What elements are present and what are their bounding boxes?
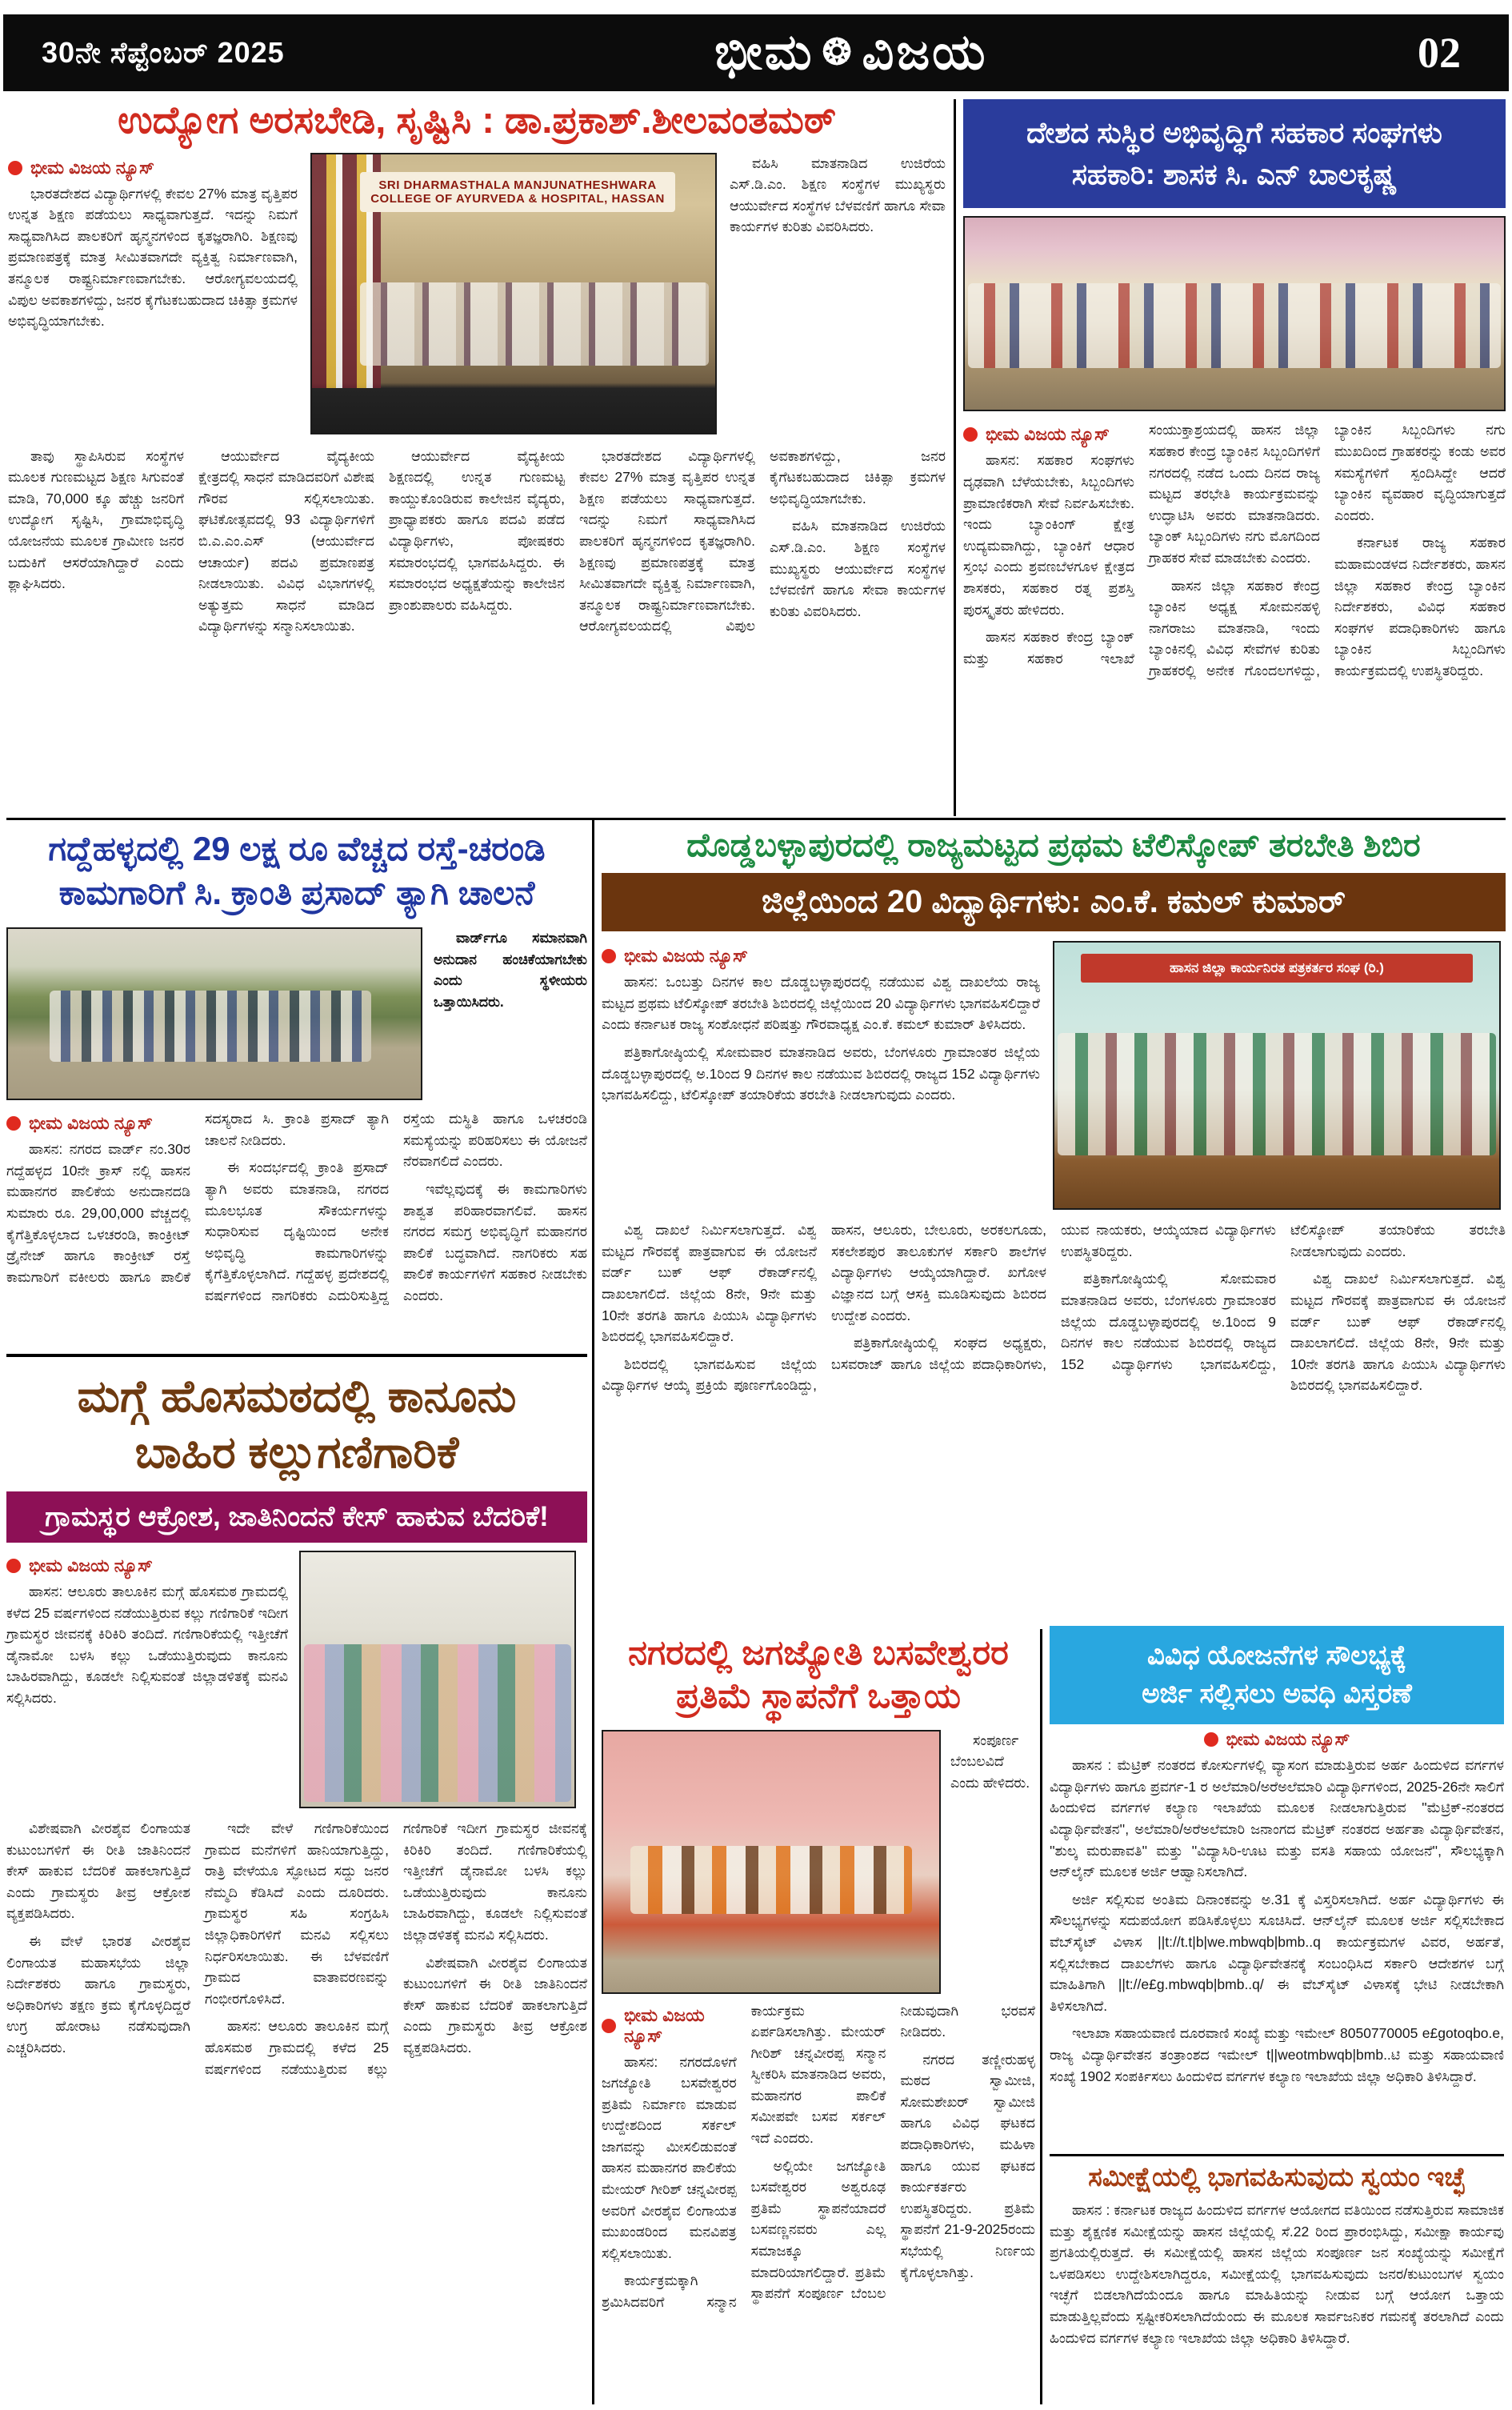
photo-banner-text [360,172,674,212]
paragraph: ಹಾಸನ: ನಗರದೊಳಗೆ ಜಗಜ್ಯೋತಿ ಬಸವೇಶ್ವರರ ಪ್ರತಿಮೆ ನಿರ್ಮಾಣ ಮಾಡುವ ಉದ್ದೇಶದಿಂದ ಸರ್ಕಲ್ ಜಾಗವನ್ನು ಮೀಸಲಿಡುವಂತೆ ಹಾಸನ ಮಹಾನಗರ ಪಾಲಿಕೆಯ ಮೇಯರ್ ಗೀರಿಶ್ ಚನ್ನವೀರಪ್ಪ ಅವರಿಗೆ ವೀರಶೈವ ಲಿಂಗಾಯತ ಮುಖಂಡರಿಂದ ಮನವಿಪತ್ರ ಸಲ್ಲಿಸಲಾಯಿತು. [602,2053,737,2261]
paragraph: ಹಾಸನ: ಸಹಕಾರ ಸಂಘಗಳು ದೃಢವಾಗಿ ಬೆಳೆಯಬೇಕು, ಸಿಬ್ಬಂದಿಗಳು ಪ್ರಾಮಾಣಿಕರಾಗಿ ಸೇವೆ ನಿರ್ವಹಿಸಬೇಕು. ಇಂದು ಬ್ಯಾಂಕಿಂಗ್ ಕ್ಷೇತ್ರ ಉದ್ಯಮವಾಗಿದ್ದು, ಬ್ಯಾಂಕಿಗೆ ಆಧಾರ ಸ್ತಂಭ ಎಂದು ಶ್ರವಣಬೆಳಗೂಳ ಕ್ಷೇತ್ರದ ಶಾಸಕರು, ಸಹಕಾರ ರತ್ನ ಪ್ರಶಸ್ತಿ ಪುರಸ್ಕೃತರು ಹೇಳಿದರು. [963,452,1134,618]
masthead [3,14,1509,91]
headline-line1: ಗದ್ದೆಹಳ್ಳದಲ್ಲಿ 29 ಲಕ್ಷ ರೂ ವೆಚ್ಚದ ರಸ್ತೆ-ಚರಂಡಿ [48,830,546,867]
byline [6,1113,190,1134]
paragraph: ಹಾಸನ : ಮೆಟ್ರಿಕ್ ನಂತರದ ಕೋರ್ಸುಗಳಲ್ಲಿ ವ್ಯಾಸಂಗ ಮಾಡುತ್ತಿರುವ ಅರ್ಹ ಹಿಂದುಳಿದ ವರ್ಗಗಳ ವಿದ್ಯಾರ್ಥಿಗಳು ಹಾಗೂ ಪ್ರವರ್ಗ-1 ರ ಅಲೆಮಾರಿ/ಅರೆಅಲೆಮಾರಿ ವಿದ್ಯಾರ್ಥಿಗಳಿಂದ, 2025-26ನೇ ಸಾಲಿಗೆ ಹಿಂದುಳಿದ ವರ್ಗಗಳ ಕಲ್ಯಾಣ ಇಲಾಖೆಯ ಮೂಲಕ ನೀಡಲಾಗುತ್ತಿರುವ ''ಮೆಟ್ರಿಕ್-ನಂತರದ ವಿದ್ಯಾರ್ಥಿವೇತನ'', ಅಲೆಮಾರಿ/ಅರೆಅಲೆಮಾರಿ ಜನಾಂಗದ ಮೆಟ್ರಿಕ್ ನಂತರದ ಅರ್ಹತಾ ವಿದ್ಯಾರ್ಥಿವೇತನ, ''ಶುಲ್ಕ ಮರುಪಾವತಿ'' ಮತ್ತು ''ವಿದ್ಯಾಸಿರಿ-ಊಟ ಮತ್ತು ವಸತಿ ಸಹಾಯ ಯೋಜನೆ'', ಸೌಲಭ್ಯಕ್ಕಾಗಿ ಆನ್‌ಲೈನ್ ಮೂಲಕ ಅರ್ಜಿ ಆಹ್ವಾನಿಸಲಾಗಿದೆ. [1050,1757,1504,1880]
paragraph: ತಾವು ಸ್ಥಾಪಿಸಿರುವ ಸಂಸ್ಥೆಗಳ ಮೂಲಕ ಗುಣಮಟ್ಟದ ಶಿಕ್ಷಣ ಸಿಗುವಂತೆ ಮಾಡಿ, 70,000 ಕ್ಕೂ ಹೆಚ್ಚು ಜನರಿಗೆ ಉದ್ಯೋಗ ಸೃಷ್ಟಿಸಿ, ಗ್ರಾಮಾಭಿವೃದ್ಧಿ ಯೋಜನೆಯ ಮೂಲಕ ಗ್ರಾಮೀಣ ಜನರ ಬದುಕಿಗೆ ಆಸರೆಯಾಗಿದ್ದಾರೆ ಎಂದು ಶ್ಲಾಘಿಸಿದರು. [8,447,184,592]
byline-label: ಭೀಮ ವಿಜಯ ನ್ಯೂಸ್ [986,424,1110,445]
photo-banner-text: ಹಾಸನ ಜಿಲ್ಲಾ ಕಾರ್ಯನಿರತ ಪತ್ರಕರ್ತರ ಸಂಘ (ರಿ.) [1081,954,1472,983]
paragraph: ವಿಶೇಷವಾಗಿ ವೀರಶೈವ ಲಿಂಗಾಯತ ಕುಟುಂಬಗಳಿಗೆ ಈ ರೀತಿ ಜಾತಿನಿಂದನೆ ಕೇಸ್ ಹಾಕುವ ಬೆದರಿಕೆ ಹಾಕಲಾಗುತ್ತಿದೆ ಎಂದು ಗ್ರಾಮಸ್ಥರು ತೀವ್ರ ಆಕ್ರೋಶ ವ್ಯಕ್ತಪಡಿಸಿದರು. [6,1820,190,1922]
byline-label: ಭೀಮ ವಿಜಯ ನ್ಯೂಸ್ [1226,1729,1350,1750]
photo-people [630,1846,913,1914]
paragraph: ಅಲ್ಲಿಯೇ ಜಗಜ್ಯೋತಿ ಬಸವೇಶ್ವರರ ಅಶ್ವರೂಢ ಪ್ರತಿಮೆ ಸ್ಥಾಪನೆಯಾದರೆ ಬಸವಣ್ಣನವರು ಎಲ್ಲ ಸಮಾಜಕ್ಕೂ ಮಾದರಿಯಾಗಲಿದ್ದಾರೆ. ಪ್ರತಿಮೆ ಸ್ಥಾಪನೆಗೆ ಸಂಪೂರ್ಣ ಬೆಂಬಲ ನೀಡುವುದಾಗಿ ಭರವಸೆ ನೀಡಿದರು. [750,2002,1035,2302]
article-road-col-right [434,927,587,1100]
photo-people [1058,1033,1496,1155]
paragraph: ಕಾರ್ಯಕ್ರಮಕ್ಕಾಗಿ ಶ್ರಮಿಸಿದವರಿಗೆ ಸನ್ಮಾನ ಕಾರ್ಯಕ್ರಮ ಏರ್ಪಡಿಸಲಾಗಿತ್ತು. ಮೇಯರ್ ಗೀರಿಶ್ ಚನ್ನವೀರಪ್ಪ ಸನ್ಮಾನ ಸ್ವೀಕರಿಸಿ ಮಾತನಾಡಿದ ಅವರು, ಮಹಾನಗರ ಪಾಲಿಕೆ ಸಮೀಪವೇ ಬಸವ ಸರ್ಕಲ್ ಇದೆ ಎಂದರು. [602,2002,886,2311]
article-statue-col-right [950,1730,1035,1994]
paragraph: ಹಾಸನ : ಕರ್ನಾಟಕ ರಾಜ್ಯದ ಹಿಂದುಳಿದ ವರ್ಗಗಳ ಆಯೋಗದ ವತಿಯಿಂದ ನಡೆಸುತ್ತಿರುವ ಸಾಮಾಜಿಕ ಮತ್ತು ಶೈಕ್ಷಣಿಕ ಸಮೀಕ್ಷೆಯನ್ನು ಹಾಸನ ಜಿಲ್ಲೆಯಲ್ಲಿ ಸೆ.22 ರಿಂದ ಪ್ರಾರಂಭಿಸಿದ್ದು, ಸಮೀಕ್ಷಾ ಕಾರ್ಯವು ಪ್ರಗತಿಯಲ್ಲಿರುತ್ತದೆ. ಈ ಸಮೀಕ್ಷೆಯಲ್ಲಿ ಹಾಸನ ಜಿಲ್ಲೆಯ ಸಂಪೂರ್ಣ ಜನ ಸಂಖ್ಯೆಯನ್ನು ಸಮೀಕ್ಷೆಗೆ ಒಳಪಡಿಸಲು ಉದ್ದೇಶಿಸಲಾಗಿದ್ದರೂ, ಸಮೀಕ್ಷೆಯಲ್ಲಿ ಭಾಗವಹಿಸುವುದು ಜನರ/ಕುಟುಂಬಗಳ ಸ್ವಯಂ ಇಚ್ಛೆಗೆ ಬಿಡಲಾಗಿದೆಯೆಂದೂ ಹಾಗೂ ಮಾಹಿತಿಯನ್ನು ನೀಡುವ ಬಗ್ಗೆ ಆಯೋಗ ಒತ್ತಾಯ ಮಾಡುತ್ತಿಲ್ಲವೆಂದು ಸ್ಪಷ್ಟೀಕರಿಸಲಾಗಿದೆಯೆಂದು ಈ ಮೂಲಕ ಸಾರ್ವಜನಿಕರ ಗಮನಕ್ಕೆ ತರಲಾಗಿದೆ ಎಂದು ಹಿಂದುಳಿದ ವರ್ಗಗಳ ಕಲ್ಯಾಣ ಇಲಾಖೆಯ ಜಿಲ್ಲಾ ಅಧಿಕಾರಿ ತಿಳಿಸಿದ್ದಾರೆ. [1050,2202,1504,2346]
photo-banner-line1: SRI DHARMASTHALA MANJUNATHESHWARA [378,178,657,192]
byline [6,1555,288,1576]
article-statue-columns [602,2000,1035,2368]
paragraph: ಇಲಾಖಾ ಸಹಾಯವಾಣಿ ದೂರವಾಣಿ ಸಂಖ್ಯೆ ಮತ್ತು ಇಮೇಲ್ 8050770005 e£gotoqbo.e, ರಾಜ್ಯ ವಿದ್ಯಾರ್ಥಿವೇತನ ತಂತ್ರಾಂಶದ ಇಮೇಲ್ t||weotmbwqb|bmb..ಟಿ ಮತ್ತು ಸಹಾಯವಾಣಿ ಸಂಖ್ಯೆ 1902 ಸಂಪರ್ಕಿಸಲು ಹಿಂದುಳಿದ ವರ್ಗಗಳ ಕಲ್ಯಾಣ ಇಲಾಖೆಯ ಜಿಲ್ಲಾ ಅಧಿಕಾರಿ ತಿಳಿಸಿದ್ದಾರೆ. [1050,2025,1504,2084]
byline [8,158,298,178]
article-schemes-body [1050,1755,1504,2099]
photo-people [50,991,372,1062]
byline [602,2005,737,2047]
paragraph: ವಹಿಸಿ ಮಾತನಾಡಿದ ಉಜಿರೆಯ ಎಸ್.ಡಿ.ಎಂ. ಶಿಕ್ಷಣ ಸಂಸ್ಥೆಗಳ ಮುಖ್ಯಸ್ಥರು ಆಯುರ್ವೇದ ಸಂಸ್ಥೆಗಳ ಬೆಳವಣಿಗೆ ಹಾಗೂ ಸೇವಾ ಕಾರ್ಯಗಳ ಕುರಿತು ವಿವರಿಸಿದರು. [770,518,946,619]
paragraph: ಆಯುರ್ವೇದ ವೈದ್ಯಕೀಯ ಕ್ಷೇತ್ರದಲ್ಲಿ ಸಾಧನೆ ಮಾಡಿದವರಿಗೆ ವಿಶೇಷ ಗೌರವ ಸಲ್ಲಿಸಲಾಯಿತು. ಘಟಿಕೋತ್ಸವದಲ್ಲಿ 93 ವಿದ್ಯಾರ್ಥಿಗಳಿಗೆ ಬಿ.ಎ.ಎಂ.ಎಸ್ (ಆಯುರ್ವೇದ ಆಚಾರ್ಯ) ಪದವಿ ಪ್ರಮಾಣಪತ್ರ ನೀಡಲಾಯಿತು. ವಿವಿಧ ವಿಭಾಗಗಳಲ್ಲಿ ಅತ್ಯುತ್ತಮ ಸಾಧನೆ ಮಾಡಿದ ವಿದ್ಯಾರ್ಥಿಗಳನ್ನು ಸನ್ಮಾನಿಸಲಾಯಿತು. [198,447,374,635]
vertical-divider [1040,1629,1042,2404]
article-telescope-banner: ಜಿಲ್ಲೆಯಿಂದ 20 ವಿದ್ಯಾರ್ಥಿಗಳು: ಎಂ.ಕೆ. ಕಮಲ್ ಕುಮಾರ್ [602,873,1506,931]
paragraph: ಭಾರತದೇಶದ ವಿದ್ಯಾರ್ಥಿಗಳಲ್ಲಿ ಕೇವಲ 27% ಮಾತ್ರ ವೃತ್ತಿಪರ ಉನ್ನತ ಶಿಕ್ಷಣ ಪಡೆಯಲು ಸಾಧ್ಯವಾಗುತ್ತದೆ. ಇದನ್ನು ನಿಮಗೆ ಸಾಧ್ಯವಾಗಿಸಿದ ಪಾಲಕರಿಗೆ ಹೃನ್ಮನಗಳಿಂದ ಕೃತಜ್ಞರಾಗಿರಿ. ಶಿಕ್ಷಣವು ಪ್ರಮಾಣಪತ್ರಕ್ಕೆ ಮಾತ್ರ ಸೀಮಿತವಾಗದೇ ವ್ಯಕ್ತಿತ್ವ ನಿರ್ಮಾಣವಾಗಿ, ತನ್ಮೂಲಕ ರಾಷ್ಟ್ರನಿರ್ಮಾಣವಾಗಬೇಕು. ಆರೋಗ್ಯವಲಯದಲ್ಲಿ ವಿಪುಲ ಅವಕಾಶಗಳಿದ್ದು, ಜನರ ಕೈಗೆಟಕಬಹುದಾದ ಚಿಕಿತ್ಸಾ ಕ್ರಮಗಳ ಅಭಿವೃದ್ಧಿಯಾಗಬೇಕು. [579,447,946,635]
paragraph: ಪತ್ರಿಕಾಗೋಷ್ಠಿಯಲ್ಲಿ ಸೋಮವಾರ ಮಾತನಾಡಿದ ಅವರು, ಬೆಂಗಳೂರು ಗ್ರಾಮಾಂತರ ಜಿಲ್ಲೆಯ ದೊಡ್ಡಬಳ್ಳಾಪುರದಲ್ಲಿ ಅ.1ರಿಂದ 9 ದಿನಗಳ ಕಾಲ ನಡೆಯುವ ಶಿಬಿರದಲ್ಲಿ ರಾಜ್ಯದ 152 ವಿದ್ಯಾರ್ಥಿಗಳು ಭಾಗವಹಿಸಲಿದ್ದು, ಟೆಲಿಸ್ಕೋಪ್ ತಯಾರಿಕೆಯ ತರಬೇತಿ ನೀಡಲಾಗುವುದು ಎಂದರು. [1061,1222,1506,1372]
article-quarry-headline [6,1368,587,1480]
byline-label: ಭೀಮ ವಿಜಯ ನ್ಯೂಸ್ [29,1113,153,1134]
paragraph: ಈ ವೇಳೆ ಭಾರತ ವೀರಶೈವ ಲಿಂಗಾಯತ ಮಹಾಸಭೆಯ ಜಿಲ್ಲಾ ನಿರ್ದೇಶಕರು ಹಾಗೂ ಗ್ರಾಮಸ್ಥರು, ಅಧಿಕಾರಿಗಳು ತಕ್ಷಣ ಕ್ರಮ ಕೈಗೊಳ್ಳದಿದ್ದರೆ ಉಗ್ರ ಹೋರಾಟ ನಡೆಸುವುದಾಗಿ ಎಚ್ಚರಿಸಿದರು. [6,1932,190,2056]
article-quarry-subhead: ಗ್ರಾಮಸ್ಥರ ಆಕ್ರೋಶ, ಜಾತಿನಿಂದನೆ ಕೇಸ್ ಹಾಕುವ ಬೆದರಿಕೆ! [6,1491,587,1543]
headline-line2: ಪ್ರತಿಮೆ ಸ್ಥಾಪನೆಗೆ ಒತ್ತಾಯ [676,1676,961,1715]
article-telescope-col-left [602,941,1040,1210]
photo-graduation-ceremony [310,153,717,434]
article-road-columns [6,1108,587,1308]
article-telescope-columns [602,1219,1506,1555]
byline [1050,1729,1504,1750]
article-schemes-headline [1050,1626,1504,1724]
photo-road-inauguration [6,927,422,1100]
article-telescope [602,826,1506,1555]
article-coop [963,99,1506,786]
article-statue-headline [602,1632,1035,1719]
article-road-headline [6,827,587,915]
paragraph: ಆಯುರ್ವೇದ ವೈದ್ಯಕೀಯ ಶಿಕ್ಷಣದಲ್ಲಿ ಉನ್ನತ ಗುಣಮಟ್ಟ ಕಾಯ್ದುಕೊಂಡಿರುವ ಕಾಲೇಜಿನ ವೈದ್ಯರು, ಪ್ರಾಧ್ಯಾಪಕರು ಹಾಗೂ ಪದವಿ ಪಡೆದ ವಿದ್ಯಾರ್ಥಿಗಳು, ಪೋಷಕರು ಸಮಾರಂಭದಲ್ಲಿ ಭಾಗವಹಿಸಿದ್ದರು. ಈ ಸಮಾರಂಭದ ಅಧ್ಯಕ್ಷತೆಯನ್ನು ಕಾಲೇಜಿನ ಪ್ರಾಂಶುಪಾಲರು ವಹಿಸಿದ್ದರು. [389,447,565,613]
horizontal-divider [6,1354,587,1357]
paragraph: ಹಾಸನ: ನಗರದ ವಾರ್ಡ್ ನಂ.30ರ ಗದ್ದೆಹಳ್ಳದ 10ನೇ ಕ್ರಾಸ್ ನಲ್ಲಿ ಹಾಸನ ಮಹಾನಗರ ಪಾಲಿಕೆಯ ಅನುದಾನದಡಿ ಸುಮಾರು ರೂ. 29,00,000 ವೆಚ್ಚದಲ್ಲಿ ಕೈಗೆತ್ತಿಕೊಳ್ಳಲಾದ ಒಳಚರಂಡಿ, ಕಾಂಕ್ರೀಟ್ ಡ್ರೈನೇಜ್ ಹಾಗೂ ಕಾಂಕ್ರೀಟ್ ರಸ್ತೆ ಕಾಮಗಾರಿಗೆ ವಕೀಲರು ಹಾಗೂ ಪಾಲಿಕೆ ಸದಸ್ಯರಾದ ಸಿ. ಕ್ರಾಂತಿ ಪ್ರಸಾದ್ ತ್ಯಾಗಿ ಚಾಲನೆ ನೀಡಿದರು. [6,1111,389,1285]
byline-label: ಭೀಮ ವಿಜಯ ನ್ಯೂಸ್ [624,2004,705,2046]
headline-line2: ಬಾಹಿರ ಕಲ್ಲುಗಣಿಗಾರಿಕೆ [134,1427,459,1477]
paper-title-right: ವಿಜಯ [862,25,988,80]
photo-banner-line2: COLLEGE OF AYURVEDA & HOSPITAL, HASSAN [370,191,665,206]
byline-dot-icon [602,949,616,963]
byline-label: ಭೀಮ ವಿಜಯ ನ್ಯೂಸ್ [30,157,154,178]
article-road [6,827,587,1308]
paragraph: ವಿಶ್ವ ದಾಖಲೆ ನಿರ್ಮಿಸಲಾಗುತ್ತದೆ. ವಿಶ್ವ ಮಟ್ಟದ ಗೌರವಕ್ಕೆ ಪಾತ್ರವಾಗುವ ಈ ಯೋಜನೆ ವರ್ಡ್ ಬುಕ್ ಆಫ್ ರೆಕಾರ್ಡ್‌ನಲ್ಲಿ ದಾಖಲಾಗಲಿದೆ. ಜಿಲ್ಲೆಯ 8ನೇ, 9ನೇ ಮತ್ತು 10ನೇ ತರಗತಿ ಹಾಗೂ ಪಿಯುಸಿ ವಿದ್ಯಾರ್ಥಿಗಳು ಶಿಬಿರದಲ್ಲಿ ಭಾಗವಹಿಸಲಿದ್ದಾರೆ. [602,1222,817,1345]
paragraph: ಅರ್ಜಿ ಸಲ್ಲಿಸುವ ಅಂತಿಮ ದಿನಾಂಕವನ್ನು ಅ.31 ಕ್ಕೆ ವಿಸ್ತರಿಸಲಾಗಿದೆ. ಅರ್ಹ ವಿದ್ಯಾರ್ಥಿಗಳು ಈ ಸೌಲಭ್ಯಗಳನ್ನು ಸದುಪಯೋಗ ಪಡಿಸಿಕೊಳ್ಳಲು ಸೂಚಿಸಿದೆ. ಆನ್‌ಲೈನ್ ಮೂಲಕ ಅರ್ಜಿ ಸಲ್ಲಿಸಬೇಕಾದ ವೆಬ್‌ಸೈಟ್ ವಿಳಾಸ ||t://t.t|b|we.mbwqb|bmb..q ಕಾರ್ಯಕ್ರಮಗಳ ವಿವರ, ಅರ್ಹತೆ, ಸಲ್ಲಿಸಬೇಕಾದ ದಾಖಲೆಗಳು ಹಾಗೂ ವಿದ್ಯಾರ್ಥಿವೇತನಕ್ಕೆ ಸಂಬಂಧಿಸಿದ ಸರ್ಕಾರಿ ಆದೇಶಗಳ ಬಗ್ಗೆ ಮಾಹಿತಿಗಾಗಿ ||t://e£g.mbwqb|bmb..q/ ಈ ವೆಬ್‌ಸೈಟ್ ವಿಳಾಸಕ್ಕೆ ಭೇಟಿ ನೀಡಬೇಕಾಗಿ ತಿಳಿಸಲಾಗಿದೆ. [1050,1891,1504,2014]
photo-crowd [360,282,709,366]
paragraph: ನಗರದ ತಣ್ಣೀರುಹಳ್ಳ ಮಠದ ಸ್ವಾಮೀಜಿ, ಸೋಮಶೇಖರ್ ಸ್ವಾಮೀಜಿ ಹಾಗೂ ವಿವಿಧ ಘಟಕದ ಪದಾಧಿಕಾರಿಗಳು, ಮಹಿಳಾ ಹಾಗೂ ಯುವ ಘಟಕದ ಕಾರ್ಯಕರ್ತರು ಉಪಸ್ಥಿತರಿದ್ದರು. ಪ್ರತಿಮೆ ಸ್ಥಾಪನೆಗೆ 21-9-2025ರಂದು ಸಭೆಯಲ್ಲಿ ನಿರ್ಣಯ ಕೈಗೊಳ್ಳಲಾಗಿತ್ತು. [900,2051,1035,2280]
horizontal-divider [1050,2154,1504,2156]
photo-press-conference [1053,941,1501,1210]
side-note: ವಾರ್ಡ್‌ಗೂ ಸಮಾನವಾಗಿ ಅನುದಾನ ಹಂಚಿಕೆಯಾಗಬೇಕು ಎಂದು ಸ್ಥಳೀಯರು ಒತ್ತಾಯಿಸಿದರು. [434,930,587,1010]
article-quarry-columns [6,1818,587,2362]
headline-line2: ಅರ್ಜಿ ಸಲ್ಲಿಸಲು ಅವಧಿ ವಿಸ್ತರಣೆ [1142,1678,1412,1709]
article-survey-headline: ಸಮೀಕ್ಷೆಯಲ್ಲಿ ಭಾಗವಹಿಸುವುದು ಸ್ವಯಂ ಇಚ್ಛೆ [1088,2162,1466,2192]
article-coop-headline [963,99,1506,208]
article-jobs [8,99,946,814]
byline-label: ಭೀಮ ವಿಜಯ ನ್ಯೂಸ್ [29,1555,153,1575]
byline-dot-icon [6,1116,21,1131]
article-quarry [6,1362,587,2362]
paragraph: ಕರ್ನಾಟಕ ರಾಜ್ಯ ಸಹಕಾರ ಮಹಾಮಂಡಳದ ನಿರ್ದೇಶಕರು, ಹಾಸನ ಜಿಲ್ಲಾ ಸಹಕಾರ ಕೇಂದ್ರ ಬ್ಯಾಂಕಿನ ನಿರ್ದೇಶಕರು, ವಿವಿಧ ಸಹಕಾರ ಸಂಘಗಳ ಪದಾಧಿಕಾರಿಗಳು ಹಾಗೂ ಬ್ಯಾಂಕಿನ ಸಿಬ್ಬಂದಿಗಳು ಕಾರ್ಯಕ್ರಮದಲ್ಲಿ ಉಪಸ್ಥಿತರಿದ್ದರು. [1334,534,1506,679]
paragraph: ಹಾಸನ ಸಹಕಾರ ಕೇಂದ್ರ ಬ್ಯಾಂಕ್ ಮತ್ತು ಸಹಕಾರ ಇಲಾಖೆ ಸಂಯುಕ್ತಾಶ್ರಯದಲ್ಲಿ ಹಾಸನ ಜಿಲ್ಲಾ ಸಹಕಾರ ಕೇಂದ್ರ ಬ್ಯಾಂಕಿನ ಸಿಬ್ಬಂದಿಗಳಿಗೆ ನಗರದಲ್ಲಿ ನಡೆದ ಒಂದು ದಿನದ ರಾಜ್ಯ ಮಟ್ಟದ ತರಭೇತಿ ಕಾರ್ಯಕ್ರಮವನ್ನು ಉದ್ಘಾಟಿಸಿ ಅವರು ಮಾತನಾಡಿದರು. ಬ್ಯಾಂಕ್ ಸಿಬ್ಬಂದಿಗಳು ನಗು ಮೊಗದಿಂದ ಗ್ರಾಹಕರ ಸೇವೆ ಮಾಡಬೇಕು ಎಂದರು. [963,422,1320,667]
vertical-divider [592,818,594,2404]
photo-people [304,1644,571,1802]
article-coop-columns [963,419,1506,786]
byline [963,424,1134,445]
headline-line2: ಸಹಕಾರಿ: ಶಾಸಕ ಸಿ. ಎನ್ ಬಾಲಕೃಷ್ಣ [1071,158,1398,191]
headline-line2: ಕಾಮಗಾರಿಗೆ ಸಿ. ಕ್ರಾಂತಿ ಪ್ರಸಾದ್ ತ್ಯಾಗಿ ಚಾಲನೆ [58,873,535,911]
chakra-wheel-icon: ❂ [822,33,854,72]
byline-label: ಭೀಮ ವಿಜಯ ನ್ಯೂಸ್ [624,946,748,967]
paragraph: ಪತ್ರಿಕಾಗೋಷ್ಠಿಯಲ್ಲಿ ಸೋಮವಾರ ಮಾತನಾಡಿದ ಅವರು, ಬೆಂಗಳೂರು ಗ್ರಾಮಾಂತರ ಜಿಲ್ಲೆಯ ದೊಡ್ಡಬಳ್ಳಾಪುರದಲ್ಲಿ ಅ.1ರಿಂದ 9 ದಿನಗಳ ಕಾಲ ನಡೆಯುವ ಶಿಬಿರದಲ್ಲಿ ರಾಜ್ಯದ 152 ವಿದ್ಯಾರ್ಥಿಗಳು ಭಾಗವಹಿಸಲಿದ್ದು, ಟೆಲಿಸ್ಕೋಪ್ ತಯಾರಿಕೆಯ ತರಬೇತಿ ನೀಡಲಾಗುವುದು ಎಂದರು. [602,1043,1040,1103]
photo-coop-event [963,216,1506,411]
paragraph: ವಹಿಸಿ ಮಾತನಾಡಿದ ಉಜಿರೆಯ ಎಸ್.ಡಿ.ಎಂ. ಶಿಕ್ಷಣ ಸಂಸ್ಥೆಗಳ ಮುಖ್ಯಸ್ಥರು ಆಯುರ್ವೇದ ಸಂಸ್ಥೆಗಳ ಬೆಳವಣಿಗೆ ಹಾಗೂ ಸೇವಾ ಕಾರ್ಯಗಳ ಕುರಿತು ವಿವರಿಸಿದರು. [730,154,946,235]
headline-line1: ವಿವಿಧ ಯೋಜನೆಗಳ ಸೌಲಭ್ಯಕ್ಕೆ [1146,1640,1406,1671]
article-jobs-col-right [730,153,946,434]
article-telescope-headline: ದೊಡ್ಡಬಳ್ಳಾಪುರದಲ್ಲಿ ರಾಜ್ಯಮಟ್ಟದ ಪ್ರಥಮ ಟೆಲಿಸ್ಕೋಪ್ ತರಬೇತಿ ಶಿಬಿರ [686,827,1421,863]
article-jobs-col-left [8,153,298,434]
vertical-divider [954,99,956,816]
paragraph: ಹಾಸನ: ಆಲೂರು ತಾಲೂಕಿನ ಮಗ್ಗೆ ಹೊಸಮಠ ಗ್ರಾಮದಲ್ಲಿ ಕಳೆದ 25 ವರ್ಷಗಳಿಂದ ನಡೆಯುತ್ತಿರುವ ಕಲ್ಲು ಗಣಿಗಾರಿಕೆ ಇದೀಗ ಗ್ರಾಮಸ್ಥರ ಜೀವನಕ್ಕೆ ಕಿರಿಕಿರಿ ತಂದಿದೆ. ಗಣಿಗಾರಿಕೆಯಲ್ಲಿ ಇತ್ತೀಚೆಗೆ ಡೈನಾಮೋ ಬಳಸಿ ಕಲ್ಲು ಒಡೆಯುತ್ತಿರುವುದು ಕಾನೂನು ಬಾಹಿರವಾಗಿದ್ದು, ಕೂಡಲೇ ನಿಲ್ಲಿಸುವಂತೆ ಜಿಲ್ಲಾಡಳಿತಕ್ಕೆ ಮನವಿ ಸಲ್ಲಿಸಿದರು. [6,1583,288,1706]
byline-dot-icon [6,1559,21,1573]
byline-dot-icon [602,2019,616,2033]
paragraph: ಹಾಸನ ಜಿಲ್ಲಾ ಸಹಕಾರ ಕೇಂದ್ರ ಬ್ಯಾಂಕಿನ ಅಧ್ಯಕ್ಷ ಸೋಮನಹಳ್ಳಿ ನಾಗರಾಜು ಮಾತನಾಡಿ, ಇಂದು ಬ್ಯಾಂಕಿನಲ್ಲಿ ವಿವಿಧ ಸೇವೆಗಳ ಕುರಿತು ಗ್ರಾಹಕರಲ್ಲಿ ಅನೇಕ ಗೊಂದಲಗಳಿದ್ದು, ಬ್ಯಾಂಕಿನ ಸಿಬ್ಬಂದಿಗಳು ನಗು ಮುಖದಿಂದ ಗ್ರಾಹಕರನ್ನು ಕಂಡು ಅವರ ಸಮಸ್ಯೆಗಳಿಗೆ ಸ್ಪಂದಿಸಿದ್ದೇ ಆದರೆ ಬ್ಯಾಂಕಿನ ವ್ಯವಹಾರ ವೃದ್ಧಿಯಾಗುತ್ತದೆ ಎಂದರು. [1149,422,1506,679]
article-survey [1050,2162,1504,2400]
article-survey-body [1050,2200,1504,2400]
photo-people [968,283,1501,368]
article-quarry-col-left [6,1551,288,1808]
paragraph: ಈ ಸಂದರ್ಭದಲ್ಲಿ ಕ್ರಾಂತಿ ಪ್ರಸಾದ್ ತ್ಯಾಗಿ ಅವರು ಮಾತನಾಡಿ, ನಗರದ ಮೂಲಭೂತ ಸೌಕರ್ಯಗಳನ್ನು ಸುಧಾರಿಸುವ ದೃಷ್ಟಿಯಿಂದ ಅನೇಕ ಅಭಿವೃದ್ಧಿ ಕಾಮಗಾರಿಗಳನ್ನು ಕೈಗೆತ್ತಿಕೊಳ್ಳಲಾಗಿದೆ. ಗದ್ದೆಹಳ್ಳ ಪ್ರದೇಶದಲ್ಲಿ ವರ್ಷಗಳಿಂದ ನಾಗರಿಕರು ಎದುರಿಸುತ್ತಿದ್ದ ರಸ್ತೆಯ ದುಸ್ಥಿತಿ ಹಾಗೂ ಒಳಚರಂಡಿ ಸಮಸ್ಯೆಯನ್ನು ಪರಿಹರಿಸಲು ಈ ಯೋಜನೆ ನೆರವಾಗಲಿದೆ ಎಂದರು. [205,1111,587,1303]
byline [602,946,1040,967]
photo-statue-meeting [602,1730,941,1994]
byline-dot-icon [963,427,978,442]
byline-dot-icon [1204,1732,1218,1747]
paragraph: ಭಾರತದೇಶದ ವಿದ್ಯಾರ್ಥಿಗಳಲ್ಲಿ ಕೇವಲ 27% ಮಾತ್ರ ವೃತ್ತಿಪರ ಉನ್ನತ ಶಿಕ್ಷಣ ಪಡೆಯಲು ಸಾಧ್ಯವಾಗುತ್ತದೆ. ಇದನ್ನು ನಿಮಗೆ ಸಾಧ್ಯವಾಗಿಸಿದ ಪಾಲಕರಿಗೆ ಹೃನ್ಮನಗಳಿಂದ ಕೃತಜ್ಞರಾಗಿರಿ. ಶಿಕ್ಷಣವು ಪ್ರಮಾಣಪತ್ರಕ್ಕೆ ಮಾತ್ರ ಸೀಮಿತವಾಗದೇ ವ್ಯಕ್ತಿತ್ವ ನಿರ್ಮಾಣವಾಗಿ, ತನ್ಮೂಲಕ ರಾಷ್ಟ್ರನಿರ್ಮಾಣವಾಗಬೇಕು. ಆರೋಗ್ಯವಲಯದಲ್ಲಿ ವಿಪುಲ ಅವಕಾಶಗಳಿದ್ದು, ಜನರ ಕೈಗೆಟಕಬಹುದಾದ ಚಿಕಿತ್ಸಾ ಕ್ರಮಗಳ ಅಭಿವೃದ್ಧಿಯಾಗಬೇಕು. [8,185,298,330]
headline-line1: ನಗರದಲ್ಲಿ ಜಗಜ್ಯೋತಿ ಬಸವೇಶ್ವರರ [628,1634,1009,1672]
paragraph: ಹಾಸನ: ಆಲೂರು ತಾಲೂಕಿನ ಮಗ್ಗೆ ಹೊಸಮಠ ಗ್ರಾಮದಲ್ಲಿ ಕಳೆದ 25 ವರ್ಷಗಳಿಂದ ನಡೆಯುತ್ತಿರುವ ಕಲ್ಲು ಗಣಿಗಾರಿಕೆ ಇದೀಗ ಗ್ರಾಮಸ್ಥರ ಜೀವನಕ್ಕೆ ಕಿರಿಕಿರಿ ತಂದಿದೆ. ಗಣಿಗಾರಿಕೆಯಲ್ಲಿ ಇತ್ತೀಚೆಗೆ ಡೈನಾಮೋ ಬಳಸಿ ಕಲ್ಲು ಒಡೆಯುತ್ತಿರುವುದು ಕಾನೂನು ಬಾಹಿರವಾಗಿದ್ದು, ಕೂಡಲೇ ನಿಲ್ಲಿಸುವಂತೆ ಜಿಲ್ಲಾಡಳಿತಕ್ಕೆ ಮನವಿ ಸಲ್ಲಿಸಿದರು. [205,1820,587,2077]
paper-title-left: ಭೀಮ [714,25,814,80]
article-statue [602,1632,1035,2368]
article-jobs-columns [8,446,946,814]
article-jobs-headline: ಉದ್ಯೋಗ ಅರಸಬೇಡಿ, ಸೃಷ್ಟಿಸಿ : ಡಾ.ಪ್ರಕಾಶ್.ಶೀಲವಂತಮಠ್ [118,98,836,141]
headline-line1: ದೇಶದ ಸುಸ್ಥಿರ ಅಭಿವೃದ್ಧಿಗೆ ಸಹಕಾರ ಸಂಘಗಳು [1026,116,1442,149]
paragraph: ಇವೆಲ್ಲವುದಕ್ಕೆ ಈ ಕಾಮಗಾರಿಗಳು ಶಾಶ್ವತ ಪರಿಹಾರವಾಗಲಿವೆ. ಹಾಸನ ನಗರದ ಸಮಗ್ರ ಅಭಿವೃದ್ಧಿಗೆ ಮಹಾನಗರ ಪಾಲಿಕೆ ಬದ್ಧವಾಗಿದೆ. ನಾಗರಿಕರು ಸಹ ಪಾಲಿಕೆ ಕಾರ್ಯಗಳಿಗೆ ಸಹಕಾರ ನೀಡಬೇಕು ಎಂದರು. [403,1180,587,1303]
paper-title [714,24,987,82]
paragraph: ಇದೇ ವೇಳೆ ಗಣಿಗಾರಿಕೆಯಿಂದ ಗ್ರಾಮದ ಮನೆಗಳಿಗೆ ಹಾನಿಯಾಗುತ್ತಿದ್ದು, ರಾತ್ರಿ ವೇಳೆಯೂ ಸ್ಫೋಟದ ಸದ್ದು ಜನರ ನೆಮ್ಮದಿ ಕೆಡಿಸಿದೆ ಎಂದು ದೂರಿದರು. ಗ್ರಾಮಸ್ಥರ ಸಹಿ ಸಂಗ್ರಹಿಸಿ ಜಿಲ್ಲಾಧಿಕಾರಿಗಳಿಗೆ ಮನವಿ ಸಲ್ಲಿಸಲು ನಿರ್ಧರಿಸಲಾಯಿತು. ಈ ಬೆಳವಣಿಗೆ ಗ್ರಾಮದ ವಾತಾವರಣವನ್ನು ಗಂಭೀರಗೊಳಿಸಿದೆ. [205,1820,389,2007]
headline-line1: ಮಗ್ಗೆ ಹೊಸಮಠದಲ್ಲಿ ಕಾನೂನು [77,1371,517,1421]
byline-dot-icon [8,161,22,175]
paragraph: ಸಂಪೂರ್ಣ ಬೆಂಬಲವಿದೆ ಎಂದು ಹೇಳಿದರು. [950,1731,1030,1791]
edition-date: 30ನೇ ಸೆಪ್ಟೆಂಬರ್ 2025 [42,35,285,69]
page-number: 02 [1417,29,1461,77]
horizontal-divider [6,818,1506,820]
paragraph: ಪತ್ರಿಕಾಗೋಷ್ಠಿಯಲ್ಲಿ ಸಂಘದ ಅಧ್ಯಕ್ಷರು, ಬಸವರಾಜ್ ಹಾಗೂ ಜಿಲ್ಲೆಯ ಪದಾಧಿಕಾರಿಗಳು, ಯುವ ನಾಯಕರು, ಆಯ್ಕೆಯಾದ ವಿದ್ಯಾರ್ಥಿಗಳು ಉಪಸ್ಥಿತರಿದ್ದರು. [831,1222,1276,1372]
photo-villagers-protest [299,1551,576,1808]
paragraph: ವಿಶೇಷವಾಗಿ ವೀರಶೈವ ಲಿಂಗಾಯತ ಕುಟುಂಬಗಳಿಗೆ ಈ ರೀತಿ ಜಾತಿನಿಂದನೆ ಕೇಸ್ ಹಾಕುವ ಬೆದರಿಕೆ ಹಾಕಲಾಗುತ್ತಿದೆ ಎಂದು ಗ್ರಾಮಸ್ಥರು ತೀವ್ರ ಆಕ್ರೋಶ ವ್ಯಕ್ತಪಡಿಸಿದರು. [403,1954,587,2056]
paragraph: ಹಾಸನ: ಒಂಬತ್ತು ದಿನಗಳ ಕಾಲ ದೊಡ್ಡಬಳ್ಳಾಪುರದಲ್ಲಿ ನಡೆಯುವ ವಿಶ್ವ ದಾಖಲೆಯ ರಾಜ್ಯ ಮಟ್ಟದ ಪ್ರಥಮ ಟೆಲಿಸ್ಕೋಪ್ ತರಬೇತಿ ಶಿಬಿರದಲ್ಲಿ ಜಿಲ್ಲೆಯಿಂದ 20 ವಿದ್ಯಾರ್ಥಿಗಳು ಭಾಗವಹಿಸಲಿದ್ದಾರೆ ಎಂದು ಕರ್ನಾಟಕ ರಾಜ್ಯ ಸಂಶೋಧನೆ ಪರಿಷತ್ತು ಗೌರವಾಧ್ಯಕ್ಷ ಎಂ.ಕೆ. ಕಮಲ್ ಕುಮಾರ್ ತಿಳಿಸಿದರು. [602,974,1040,1033]
paragraph: ವಿಶ್ವ ದಾಖಲೆ ನಿರ್ಮಿಸಲಾಗುತ್ತದೆ. ವಿಶ್ವ ಮಟ್ಟದ ಗೌರವಕ್ಕೆ ಪಾತ್ರವಾಗುವ ಈ ಯೋಜನೆ ವರ್ಡ್ ಬುಕ್ ಆಫ್ ರೆಕಾರ್ಡ್‌ನಲ್ಲಿ ದಾಖಲಾಗಲಿದೆ. ಜಿಲ್ಲೆಯ 8ನೇ, 9ನೇ ಮತ್ತು 10ನೇ ತರಗತಿ ಹಾಗೂ ಪಿಯುಸಿ ವಿದ್ಯಾರ್ಥಿಗಳು ಶಿಬಿರದಲ್ಲಿ ಭಾಗವಹಿಸಲಿದ್ದಾರೆ. [1290,1271,1506,1394]
paragraph: ಶಿಬಿರದಲ್ಲಿ ಭಾಗವಹಿಸುವ ಜಿಲ್ಲೆಯ ವಿದ್ಯಾರ್ಥಿಗಳ ಆಯ್ಕೆ ಪ್ರಕ್ರಿಯೆ ಪೂರ್ಣಗೊಂಡಿದ್ದು, ಹಾಸನ, ಆಲೂರು, ಬೇಲೂರು, ಅರಕಲಗೂಡು, ಸಕಲೇಶಪುರ ತಾಲೂಕುಗಳ ಸರ್ಕಾರಿ ಶಾಲೆಗಳ ವಿದ್ಯಾರ್ಥಿಗಳು ಆಯ್ಕೆಯಾಗಿದ್ದಾರೆ. ಖಗೋಳ ವಿಜ್ಞಾನದ ಬಗ್ಗೆ ಆಸಕ್ತಿ ಮೂಡಿಸುವುದು ಶಿಬಿರದ ಉದ್ದೇಶ ಎಂದರು. [602,1222,1046,1394]
article-schemes [1050,1626,1504,2099]
